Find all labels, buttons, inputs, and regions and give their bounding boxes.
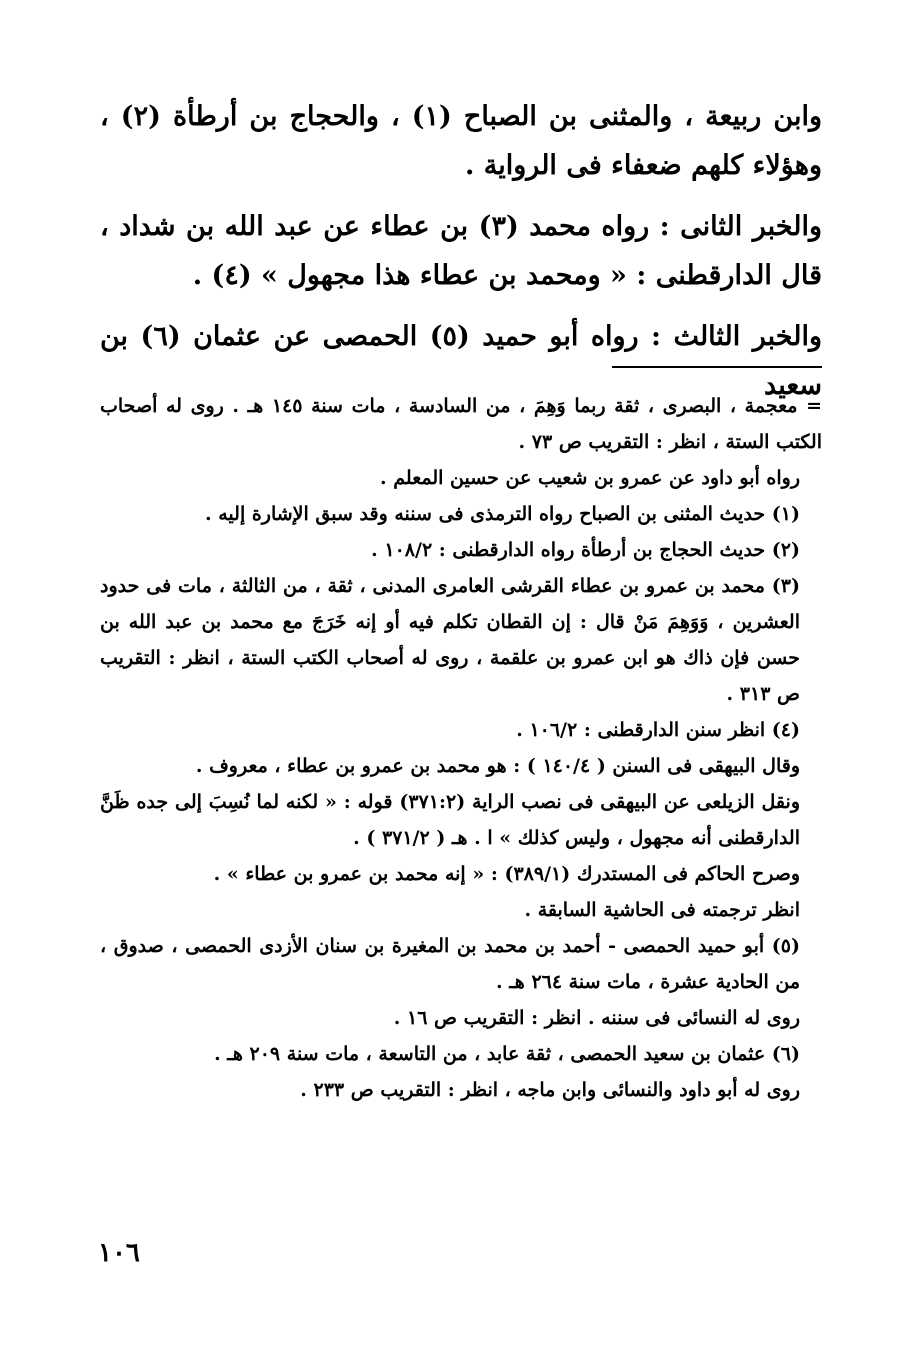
main-paragraph-1: وابن ربيعة ، والمثنى بن الصباح (١) ، والحجاج بن أرطأة (٢) ، وهؤلاء كلهم ضعفاء فى الرواية . [100,101,823,181]
footnote-4: (٤) انظر سنن الدارقطنى : ١٠٦/٢ . [516,719,800,741]
footnote-separator [612,366,822,368]
footnote-6: (٦) عثمان بن سعيد الحمصى ، ثقة عابد ، من التاسعة ، مات سنة ٢٠٩ هـ . [214,1043,800,1065]
footnotes [100,388,822,1108]
main-text [100,92,822,422]
footnote-line: انظر ترجمته فى الحاشية السابقة . [524,899,800,921]
footnote-line: روى له أبو داود والنسائى وابن ماجه ، انظر : التقريب ص ٢٣٣ . [300,1079,800,1101]
main-paragraph-3: والخبر الثالث : رواه أبو حميد (٥) الحمصى عن عثمان (٦) بن سعيد [100,321,822,401]
main-paragraph-2: والخبر الثانى : رواه محمد (٣) بن عطاء عن عبد الله بن شداد ، قال الدارقطنى : « ومحمد بن عطاء هذا مجهول » (٤) . [100,211,822,291]
footnote-2: (٢) حديث الحجاج بن أرطأة رواه الدارقطنى : ١٠٨/٢ . [371,539,800,561]
footnote-line: روى له النسائى فى سننه . انظر : التقريب ص ١٦ . [393,1007,800,1029]
footnote-line: ونقل الزيلعى عن البيهقى فى نصب الراية (٣٧١:٢) قوله : « لكنه لما نُسِبَ إلى جده ظَنَّ الدارقطنى أنه مجهول ، وليس كذلك » ا . هـ ( ٣٧١/٢ ) . [100,791,800,849]
footnote-continuation: = معجمة ، البصرى ، ثقة ربما وَهِمَ ، من السادسة ، مات سنة ١٤٥ هـ . روى له أصحاب الكتب الستة ، انظر : التقريب ص ٧٣ . [100,395,823,453]
page-number: ١٠٦ [98,1238,140,1268]
footnote-3: (٣) محمد بن عمرو بن عطاء القرشى العامرى المدنى ، ثقة ، من الثالثة ، مات فى حدود العشرين ، وَوَهِمَ مَنْ قال : إن القطان تكلم فيه أو إنه خَرَجَ مع محمد بن عبد الله بن حسن فإن ذاك هو ابن عمرو بن علقمة ، روى له أصحاب الكتب الستة ، انظر : التقريب ص ٣١٣ . [100,575,800,705]
footnote-line: وقال البيهقى فى السنن ( ١٤٠/٤ ) : هو محمد بن عمرو بن عطاء ، معروف . [195,755,800,777]
footnote-5: (٥) أبو حميد الحمصى - أحمد بن محمد بن المغيرة بن سنان الأزدى الحمصى ، صدوق ، من الحادية عشرة ، مات سنة ٢٦٤ هـ . [100,935,800,993]
footnote-1: (١) حديث المثنى بن الصباح رواه الترمذى فى سننه وقد سبق الإشارة إليه . [205,503,800,525]
footnote-line: رواه أبو داود عن عمرو بن شعيب عن حسين المعلم . [380,467,800,489]
footnote-line: وصرح الحاكم فى المستدرك (٣٨٩/١) : « إنه محمد بن عمرو بن عطاء » . [213,863,800,885]
